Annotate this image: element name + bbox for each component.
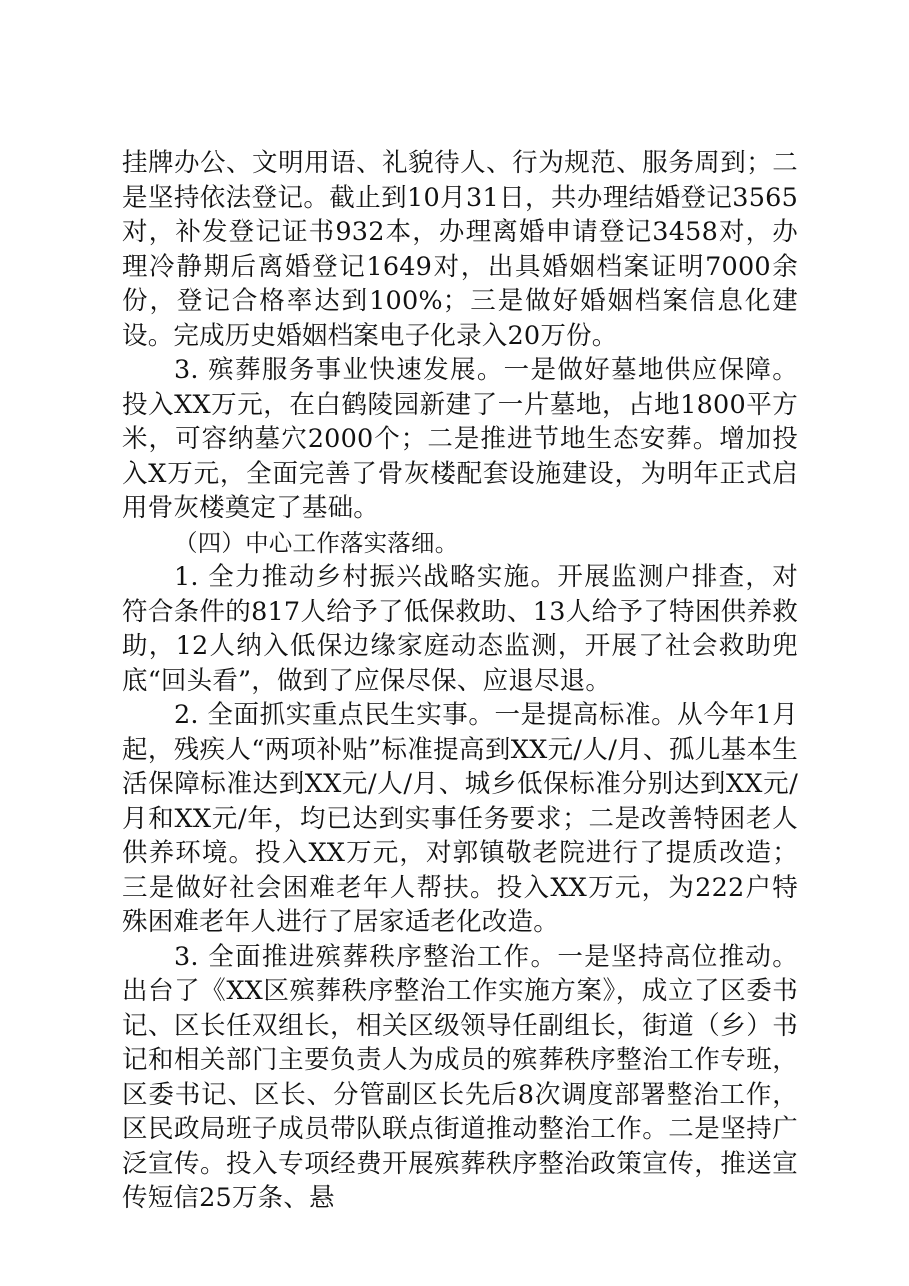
document-body (122, 146, 798, 1216)
section-heading-central-work: （四）中心工作落实落细。 (174, 528, 459, 557)
paragraph-funeral-services: 3. 殡葬服务事业快速发展。一是做好墓地供应保障。投入XX万元，在白鹤陵园新建了一片墓地，占地1800平方米，可容纳墓穴2000个；二是推进节地生态安葬。增加投入X万元，全面完善了骨灰楼配套设施建设，为明年正式启用骨灰楼奠定了基础。 (122, 355, 798, 523)
paragraph-funeral-order-rectification: 3. 全面推进殡葬秩序整治工作。一是坚持高位推动。出台了《XX区殡葬秩序整治工作实施方案》，成立了区委书记、区长任双组长，相关区级领导任副组长，街道（乡）书记和相关部门主要负责人为成员的殡葬秩序整治工作专班，区委书记、区长、分管副区长先后8次调度部署整治工作，区民政局班子成员带队联点街道推动整治工作。二是坚持广泛宣传。投入专项经费开展殡葬秩序整治政策宣传，推送宣传短信25万条、悬 (122, 941, 798, 1213)
paragraph-rural-revitalization: 1. 全力推动乡村振兴战略实施。开展监测户排查，对符合条件的817人给予了低保救助、13人给予了特困供养救助，12人纳入低保边缘家庭动态监测，开展了社会救助兜底“回头看”，做到了应保尽保、应退尽退。 (122, 562, 798, 696)
paragraph-livelihood-projects: 2. 全面抓实重点民生实事。一是提高标准。从今年1月起，残疾人“两项补贴”标准提高到XX元/人/月、孤儿基本生活保障标准达到XX元/人/月、城乡低保标准分别达到XX元/月和XX元/年，均已达到实事任务要求；二是改善特困老人供养环境。投入XX万元，对郭镇敬老院进行了提质改造；三是做好社会困难老年人帮扶。投入XX万元，为222户特殊困难老年人进行了居家适老化改造。 (122, 700, 798, 937)
paragraph-marriage-registration: 挂牌办公、文明用语、礼貌待人、行为规范、服务周到；二是坚持依法登记。截止到10月31日，共办理结婚登记3565对，补发登记证书932本，办理离婚申请登记3458对，办理冷静期后离婚登记1649对，出具婚姻档案证明7000余份，登记合格率达到100%；三是做好婚姻档案信息化建设。完成历史婚姻档案电子化录入20万份。 (122, 148, 798, 351)
